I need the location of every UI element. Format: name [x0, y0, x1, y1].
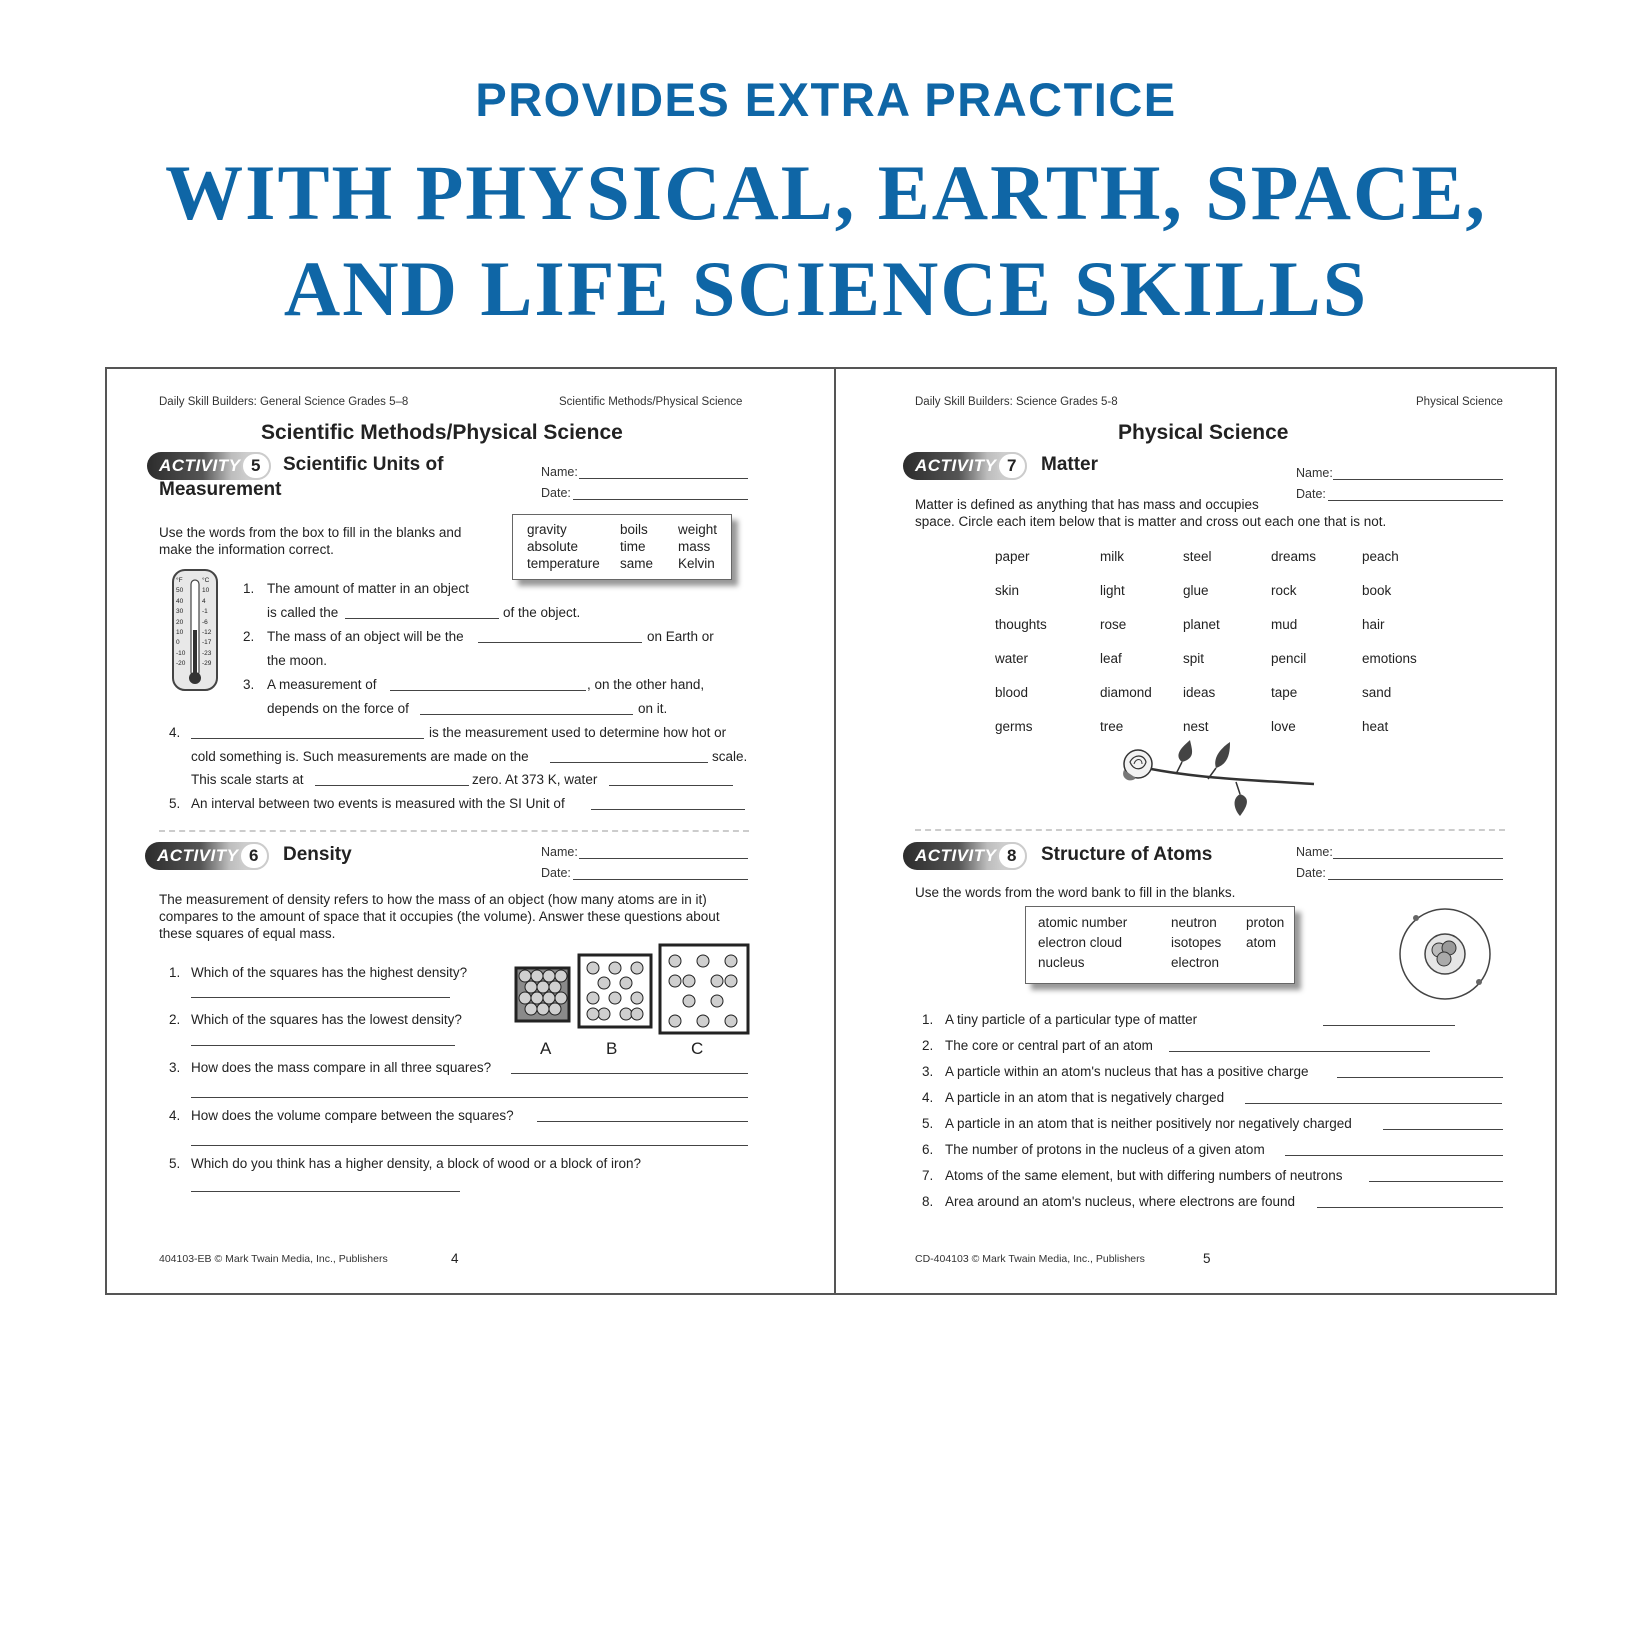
question-text: is the measurement used to determine how hot or	[429, 725, 727, 740]
question-text: scale.	[712, 749, 748, 764]
answer-blank[interactable]	[191, 1145, 748, 1146]
answer-blank[interactable]	[191, 738, 424, 739]
question-number: 1.	[922, 1012, 934, 1027]
answer-blank[interactable]	[591, 809, 745, 810]
matter-word[interactable]: peach	[1362, 549, 1399, 564]
activity-8-title: Structure of Atoms	[1041, 844, 1213, 865]
question-number: 3.	[243, 677, 255, 692]
activity-badge-label: ACTIVITY	[159, 456, 241, 475]
question-text: An interval between two events is measured with the SI Unit of	[191, 796, 565, 811]
matter-word[interactable]: paper	[995, 549, 1030, 564]
date-field[interactable]	[573, 879, 748, 880]
question-text: The number of protons in the nucleus of a given atom	[945, 1142, 1265, 1157]
activity-5-instructions-cont: make the information correct.	[159, 542, 334, 557]
question-number: 1.	[243, 581, 255, 596]
word-box-item: Kelvin	[678, 556, 715, 571]
activity-6-title: Density	[283, 844, 352, 865]
thermometer-f-scale: °F 50 40 30 20 10 0 -10 -20	[176, 577, 186, 668]
right-header-left: Daily Skill Builders: Science Grades 5-8	[915, 396, 1118, 408]
word-box-item: mass	[678, 539, 711, 554]
hero-subtitle: PROVIDES EXTRA PRACTICE	[475, 73, 1177, 126]
answer-blank[interactable]	[191, 1045, 455, 1046]
word-box-item: boils	[620, 522, 648, 537]
answer-blank[interactable]	[390, 690, 586, 691]
word-box-item: weight	[678, 522, 718, 537]
date-field[interactable]	[1328, 500, 1503, 501]
word-bank-item: neutron	[1171, 915, 1217, 930]
activity-5-badge	[147, 452, 271, 480]
atom-illustration	[1397, 902, 1497, 1002]
matter-word[interactable]: sand	[1362, 685, 1392, 700]
matter-word[interactable]: pencil	[1271, 651, 1307, 666]
date-label: Date:	[1296, 487, 1326, 501]
right-footer: CD-404103 © Mark Twain Media, Inc., Publishers	[915, 1253, 1145, 1265]
activity-7-intro: Matter is defined as anything that has mass and occupies	[915, 497, 1259, 512]
question-text: Which do you think has a higher density, a block of wood or a block of iron?	[191, 1156, 642, 1171]
question-text: A measurement of	[267, 677, 377, 692]
question-text: depends on the force of	[267, 701, 409, 716]
square-label-c: C	[691, 1039, 704, 1058]
hero-title-line-1: WITH PHYSICAL, EARTH, SPACE,	[165, 149, 1487, 236]
hero-title-line-2: AND LIFE SCIENCE SKILLS	[283, 245, 1369, 332]
matter-word[interactable]: mud	[1271, 617, 1298, 632]
matter-word[interactable]: rock	[1271, 583, 1297, 598]
name-label: Name:	[1296, 466, 1333, 480]
left-page-title: Scientific Methods/Physical Science	[261, 421, 623, 444]
answer-blank[interactable]	[1337, 1077, 1503, 1078]
question-number: 5.	[922, 1116, 934, 1131]
matter-word[interactable]: dreams	[1271, 549, 1317, 564]
right-page-title: Physical Science	[1118, 421, 1289, 444]
word-bank-item: nucleus	[1038, 955, 1085, 970]
question-text: , on the other hand,	[587, 677, 705, 692]
right-page-number: 5	[1203, 1251, 1211, 1266]
name-field[interactable]	[1333, 858, 1503, 859]
activity-badge-label: ACTIVITY	[915, 846, 997, 865]
section-divider	[159, 830, 749, 832]
question-number: 7.	[922, 1168, 934, 1183]
question-number: 3.	[922, 1064, 934, 1079]
activity-7-intro: space. Circle each item below that is matter and cross out each one that is not.	[915, 514, 1387, 529]
question-text: Which of the squares has the lowest density?	[191, 1012, 462, 1027]
question-text: zero. At 373 K, water	[472, 772, 598, 787]
question-text: A particle in an atom that is negatively charged	[945, 1090, 1225, 1105]
question-number: 4.	[169, 1108, 181, 1123]
question-number: 2.	[922, 1038, 934, 1053]
question-number: 8.	[922, 1194, 934, 1209]
left-header-left: Daily Skill Builders: General Science Grades 5–8	[159, 396, 409, 408]
matter-word[interactable]: light	[1100, 583, 1125, 598]
answer-blank[interactable]	[1317, 1207, 1503, 1208]
matter-word[interactable]: nest	[1183, 719, 1209, 734]
word-bank	[1025, 906, 1295, 984]
matter-word[interactable]: skin	[995, 583, 1020, 598]
question-text: A tiny particle of a particular type of matter	[945, 1012, 1198, 1027]
activity-8-intro: Use the words from the word bank to fill in the blanks.	[915, 885, 1236, 900]
word-box-item: temperature	[527, 556, 600, 571]
question-number: 3.	[169, 1060, 181, 1075]
activity-5-title-cont: Measurement	[159, 479, 282, 500]
word-bank-item: proton	[1246, 915, 1285, 930]
date-label: Date:	[1296, 866, 1326, 880]
question-number: 4.	[922, 1090, 934, 1105]
thermometer-illustration	[171, 568, 221, 694]
answer-blank[interactable]	[537, 1121, 748, 1122]
word-bank-item: atomic number	[1038, 915, 1128, 930]
answer-blank[interactable]	[609, 785, 733, 786]
question-text: This scale starts at	[191, 772, 304, 787]
matter-word[interactable]: love	[1271, 719, 1296, 734]
question-text: cold something is. Such measurements are made on the	[191, 749, 529, 764]
activity-5-instructions: Use the words from the box to fill in the blanks and	[159, 525, 462, 540]
word-box-item: gravity	[527, 522, 567, 537]
name-label: Name:	[1296, 845, 1333, 859]
answer-blank[interactable]	[420, 714, 633, 715]
question-text: on Earth or	[647, 629, 714, 644]
activity-8-badge	[903, 842, 1027, 870]
word-box-item: absolute	[527, 539, 579, 554]
word-box	[512, 514, 732, 580]
activity-6-intro: The measurement of density refers to how the mass of an object (how many atoms are in it)	[159, 892, 707, 907]
question-text: the moon.	[267, 653, 328, 668]
question-number: 1.	[169, 965, 181, 980]
section-divider	[915, 829, 1505, 831]
matter-word[interactable]: germs	[995, 719, 1033, 734]
matter-word[interactable]: planet	[1183, 617, 1220, 632]
name-label: Name:	[541, 465, 578, 479]
answer-blank[interactable]	[1383, 1129, 1503, 1130]
matter-word[interactable]: rose	[1100, 617, 1127, 632]
activity-6-badge	[145, 842, 269, 870]
matter-word[interactable]: ideas	[1183, 685, 1216, 700]
matter-word[interactable]: tape	[1271, 685, 1298, 700]
answer-blank[interactable]	[345, 618, 499, 619]
answer-blank[interactable]	[191, 997, 450, 998]
name-field[interactable]	[1333, 479, 1503, 480]
matter-word[interactable]: milk	[1100, 549, 1124, 564]
matter-word[interactable]: heat	[1362, 719, 1389, 734]
left-header-right: Scientific Methods/Physical Science	[559, 396, 743, 408]
thermometer-c-scale: °C 10 4 -1 -6 -12 -17 -23 -29	[202, 577, 212, 668]
date-field[interactable]	[1328, 879, 1503, 880]
word-bank-item: isotopes	[1171, 935, 1222, 950]
square-label-b: B	[606, 1039, 618, 1058]
answer-blank[interactable]	[1323, 1025, 1455, 1026]
activity-number: 8	[997, 842, 1027, 870]
answer-blank[interactable]	[191, 1097, 748, 1098]
question-text: A particle within an atom's nucleus that has a positive charge	[945, 1064, 1309, 1079]
worksheet-spread	[105, 367, 1557, 1295]
matter-word[interactable]: blood	[995, 685, 1029, 700]
word-bank-item: atom	[1246, 935, 1277, 950]
question-text: Atoms of the same element, but with differing numbers of neutrons	[945, 1168, 1343, 1183]
activity-badge-label: ACTIVITY	[157, 846, 239, 865]
question-number: 2.	[169, 1012, 181, 1027]
date-label: Date:	[541, 866, 571, 880]
activity-5-title: Scientific Units of	[283, 454, 444, 475]
matter-word[interactable]: steel	[1183, 549, 1212, 564]
density-squares-illustration	[513, 943, 753, 1043]
question-text: Area around an atom's nucleus, where electrons are found	[945, 1194, 1296, 1209]
matter-word[interactable]: glue	[1183, 583, 1209, 598]
name-field[interactable]	[579, 858, 748, 859]
word-bank-item: electron cloud	[1038, 935, 1123, 950]
activity-number: 6	[239, 842, 269, 870]
answer-blank[interactable]	[191, 1191, 460, 1192]
matter-word[interactable]: hair	[1362, 617, 1385, 632]
matter-word[interactable]: book	[1362, 583, 1392, 598]
date-field[interactable]	[573, 499, 748, 500]
word-box-item: same	[620, 556, 654, 571]
question-text: of the object.	[503, 605, 581, 620]
left-page-number: 4	[451, 1251, 459, 1266]
answer-blank[interactable]	[1369, 1181, 1503, 1182]
matter-word[interactable]: thoughts	[995, 617, 1047, 632]
answer-blank[interactable]	[1285, 1155, 1503, 1156]
word-box-item: time	[620, 539, 646, 554]
activity-6-intro: compares to the amount of space that it occupies (the volume). Answer these questions about	[159, 909, 720, 924]
activity-number: 7	[997, 452, 1027, 480]
name-field[interactable]	[579, 478, 748, 479]
answer-blank[interactable]	[1245, 1103, 1502, 1104]
page-divider	[834, 369, 836, 1293]
matter-word[interactable]: leaf	[1100, 651, 1122, 666]
activity-6-intro: these squares of equal mass.	[159, 926, 336, 941]
right-header-right: Physical Science	[1416, 396, 1503, 408]
activity-number: 5	[241, 452, 271, 480]
activity-7-title: Matter	[1041, 454, 1099, 475]
question-text: How does the volume compare between the squares?	[191, 1108, 514, 1123]
question-text: The core or central part of an atom	[945, 1038, 1153, 1053]
word-bank-item: electron	[1171, 955, 1220, 970]
question-number: 2.	[243, 629, 255, 644]
answer-blank[interactable]	[550, 762, 708, 763]
question-number: 5.	[169, 1156, 181, 1171]
square-label-a: A	[540, 1039, 552, 1058]
question-text: The amount of matter in an object	[267, 581, 469, 596]
question-text: How does the mass compare in all three squares?	[191, 1060, 492, 1075]
matter-word[interactable]: water	[995, 651, 1029, 666]
activity-7-badge	[903, 452, 1027, 480]
answer-blank[interactable]	[511, 1073, 748, 1074]
matter-word[interactable]: tree	[1100, 719, 1124, 734]
answer-blank[interactable]	[478, 642, 642, 643]
name-label: Name:	[541, 845, 578, 859]
answer-blank[interactable]	[315, 785, 469, 786]
question-text: is called the	[267, 605, 339, 620]
answer-blank[interactable]	[1169, 1051, 1430, 1052]
question-text: A particle in an atom that is neither positively nor negatively charged	[945, 1116, 1352, 1131]
activity-badge-label: ACTIVITY	[915, 456, 997, 475]
matter-word[interactable]: emotions	[1362, 651, 1417, 666]
question-number: 4.	[169, 725, 181, 740]
question-text: Which of the squares has the highest density?	[191, 965, 468, 980]
question-number: 5.	[169, 796, 181, 811]
matter-word[interactable]: spit	[1183, 651, 1205, 666]
question-number: 6.	[922, 1142, 934, 1157]
rose-illustration	[1116, 738, 1316, 818]
matter-word[interactable]: diamond	[1100, 685, 1152, 700]
date-label: Date:	[541, 486, 571, 500]
question-text: The mass of an object will be the	[267, 629, 464, 644]
left-footer: 404103-EB © Mark Twain Media, Inc., Publishers	[159, 1253, 388, 1265]
question-text: on it.	[638, 701, 668, 716]
